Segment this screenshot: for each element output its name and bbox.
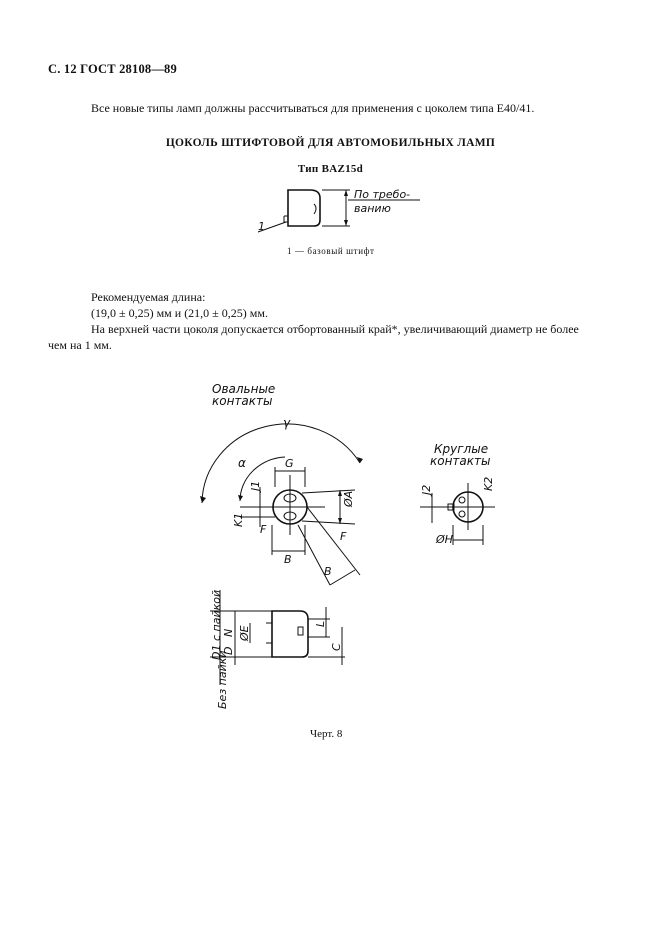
section-title: ЦОКОЛЬ ШТИФТОВОЙ ДЛЯ АВТОМОБИЛЬНЫХ ЛАМП — [165, 137, 496, 149]
b-diag-label: B — [324, 565, 332, 578]
f-right-label: F — [340, 530, 347, 543]
fig2-caption: Черт. 8 — [310, 728, 343, 740]
no-solder-label: Без пайки — [216, 650, 229, 709]
round-title-line1: Круглые — [434, 442, 489, 456]
h-label: ØH — [436, 533, 453, 546]
type-label: Тип BAZ15d — [297, 163, 364, 175]
fig1-note-line2: ванию — [354, 202, 391, 215]
f-left-label: F — [260, 523, 267, 536]
gamma-label: γ — [283, 416, 291, 430]
round-title-line2: контакты — [430, 454, 491, 468]
recommended-line1: Рекомендуемая длина: — [91, 290, 206, 304]
oval-title-line2: контакты — [212, 394, 273, 408]
page-header: С. 12 ГОСТ 28108—89 — [48, 62, 177, 76]
k2-label: K2 — [482, 476, 495, 491]
recommended-line4: чем на 1 мм. — [48, 338, 112, 352]
intro-paragraph: Все новые типы ламп должны рассчитываться для применения с цоколем типа Е40/41. — [91, 101, 535, 115]
d-label: D — [222, 646, 235, 655]
technical-drawing — [180, 375, 540, 715]
fig1-label-num: 1 — [258, 220, 265, 233]
recommended-line3: На верхней части цоколя допускается отбортованный край*, увеличивающий диаметр не более — [91, 322, 579, 336]
fig1-note-line1: По требо- — [354, 188, 411, 201]
base-side-view — [266, 611, 308, 657]
l-label: L — [314, 620, 327, 627]
fig1-caption: 1 — базовый штифт — [287, 246, 375, 256]
b-bottom-label: B — [284, 553, 292, 566]
n-label: N — [222, 628, 235, 637]
j1-label: J1 — [249, 480, 262, 491]
alpha-label: α — [238, 456, 246, 470]
g-label: G — [285, 457, 294, 470]
c-label: C — [330, 643, 343, 651]
with-solder-label: D1 с пайкой — [210, 589, 223, 660]
oval-title-line1: Овальные — [212, 382, 276, 396]
base-side-figure — [250, 180, 430, 242]
k1-label: K1 — [232, 512, 245, 527]
e-label: ØE — [238, 625, 251, 641]
base-outline — [284, 190, 320, 226]
recommended-line2: (19,0 ± 0,25) мм и (21,0 ± 0,25) мм. — [91, 306, 268, 320]
j2-label: J2 — [420, 484, 433, 495]
a-label: ØA — [342, 490, 355, 507]
